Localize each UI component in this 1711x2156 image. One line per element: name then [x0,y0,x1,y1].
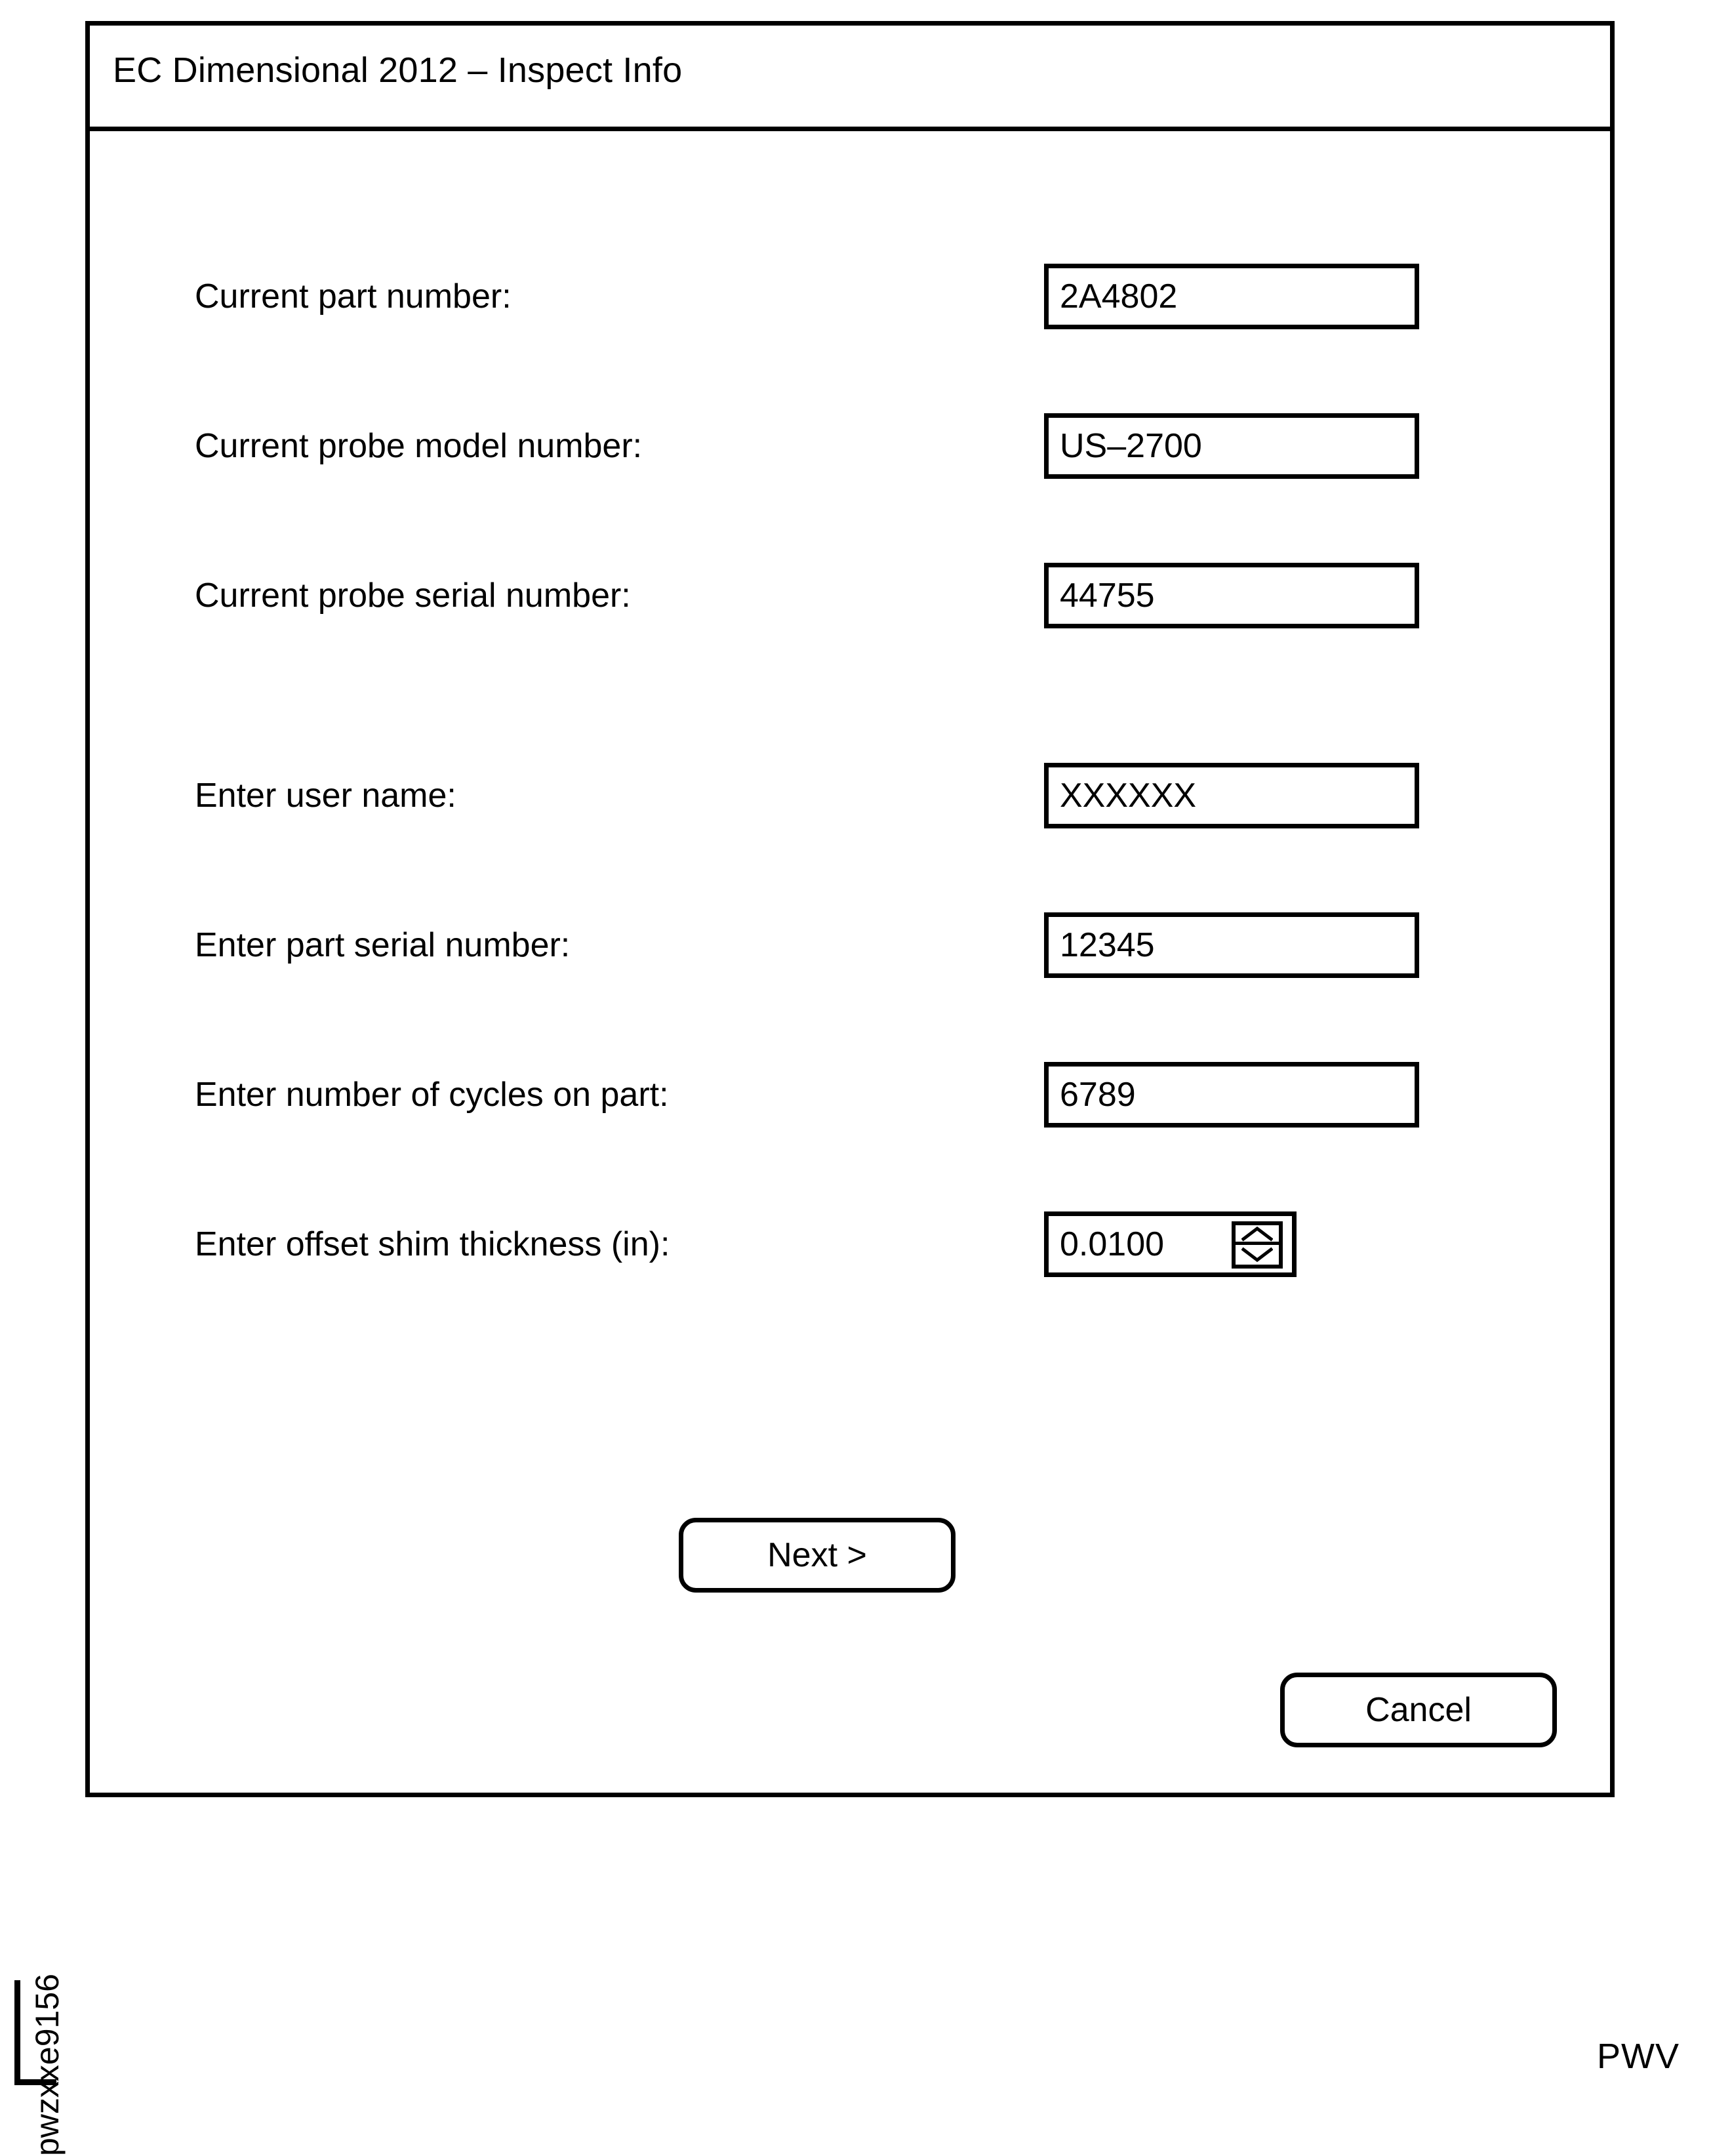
figure-reference-mark [5,1862,68,2156]
label-current-probe-model-number: Current probe model number: [195,427,643,465]
input-field-user-name[interactable] [1044,763,1419,828]
form-row-user-name [90,763,1610,828]
value-current-part-number: 2A4802 [1060,277,1178,315]
dialog-window [85,21,1615,1797]
spinner-buttons-offset-shim-thickness [1232,1221,1283,1269]
input-field-cycles-on-part[interactable] [1044,1062,1419,1128]
value-cycles-on-part: 6789 [1060,1076,1136,1114]
chevron-up-icon[interactable] [1236,1225,1279,1245]
label-current-part-number: Current part number: [195,277,512,315]
label-cycles-on-part: Enter number of cycles on part: [195,1076,669,1114]
spinner-field-offset-shim-thickness[interactable] [1044,1211,1297,1277]
value-offset-shim-thickness: 0.0100 [1060,1225,1165,1263]
value-user-name: XXXXXX [1060,777,1197,815]
form-row-current-probe-serial-number [90,563,1610,628]
window-title: EC Dimensional 2012 – Inspect Info [113,51,683,90]
input-field-current-probe-serial-number[interactable] [1044,563,1419,628]
value-current-probe-serial-number: 44755 [1060,577,1155,615]
label-part-serial-number: Enter part serial number: [195,926,571,964]
page-corner-label: PWV [1596,2037,1680,2076]
next-button[interactable]: Next > [679,1518,956,1593]
input-field-current-part-number[interactable] [1044,264,1419,329]
form-row-current-probe-model-number [90,413,1610,479]
dialog-title-bar [90,26,1610,131]
figure-reference-label: pwzxxe9156 [29,1974,66,2156]
input-field-current-probe-model-number[interactable] [1044,413,1419,479]
form-row-part-serial-number [90,912,1610,978]
chevron-down-icon[interactable] [1236,1245,1279,1265]
form-row-cycles-on-part [90,1062,1610,1128]
cancel-button[interactable]: Cancel [1280,1673,1557,1747]
value-current-probe-model-number: US–2700 [1060,427,1202,465]
label-user-name: Enter user name: [195,777,456,815]
value-part-serial-number: 12345 [1060,926,1155,964]
label-current-probe-serial-number: Current probe serial number: [195,577,631,615]
label-offset-shim-thickness: Enter offset shim thickness (in): [195,1225,670,1263]
input-field-part-serial-number[interactable] [1044,912,1419,978]
form-row-current-part-number [90,264,1610,329]
form-row-offset-shim-thickness [90,1211,1610,1277]
